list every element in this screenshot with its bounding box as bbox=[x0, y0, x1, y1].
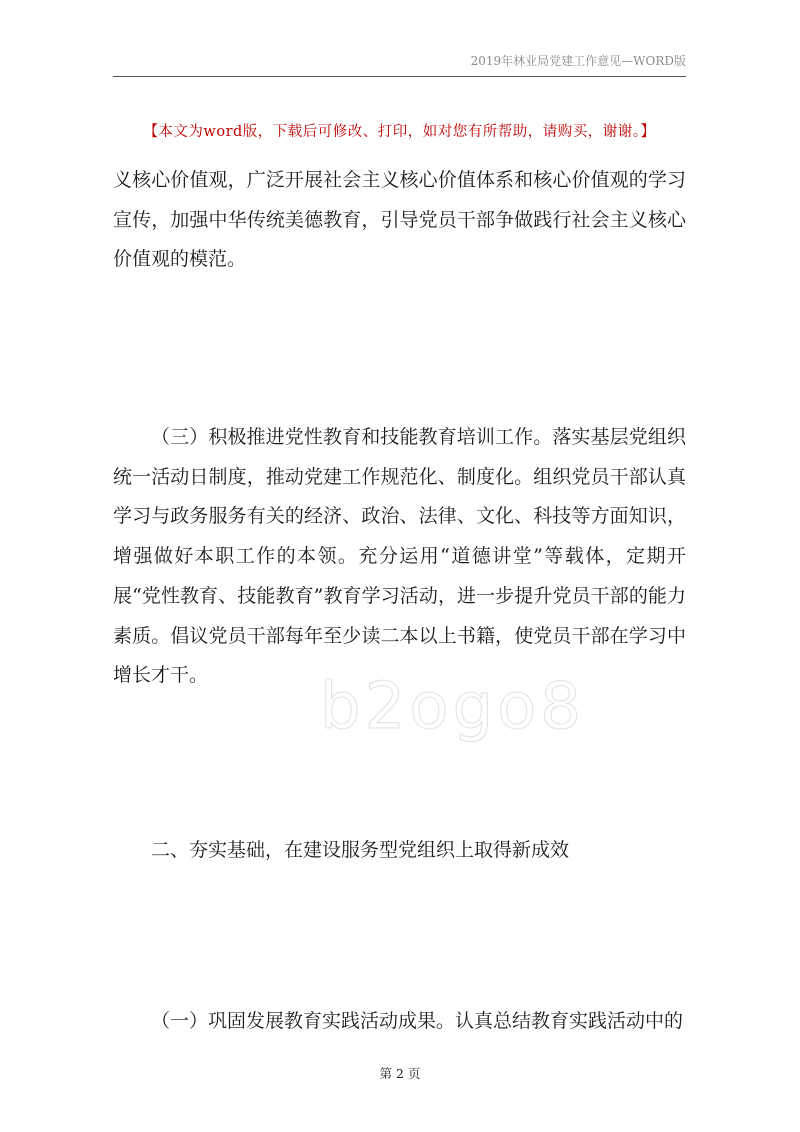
page-header-title: 2019年林业局党建工作意见—WORD版 bbox=[470, 54, 686, 68]
header-divider bbox=[113, 76, 686, 77]
body-paragraph-3: （一）巩固发展教育实践活动成果。认真总结教育实践活动中的 bbox=[151, 1010, 684, 1032]
body-paragraph-2: （三）积极推进党性教育和技能教育培训工作。落实基层党组织统一活动日制度，推动党建工作规范化、制度化。组织党员干部认真学习与政务服务有关的经济、政治、法律、文化、科技等方面知识，增强做好本职工作的本领。充分运用“道德讲堂”等载体，定期开展“党性教育、技能教育”教育学习活动，进一步提升党员干部的能力素质。倡议党员干部每年至少读二本以上书籍，使党员干部在学习中增长才干。 bbox=[113, 426, 686, 687]
section-heading: 二、夯实基础，在建设服务型党组织上取得新成效 bbox=[151, 839, 570, 861]
body-paragraph-1: 义核心价值观，广泛开展社会主义核心价值体系和核心价值观的学习宣传，加强中华传统美德教育，引导党员干部争做践行社会主义核心价值观的模范。 bbox=[113, 169, 686, 271]
purchase-notice: 【本文为word版，下载后可修改、打印，如对您有所帮助，请购买，谢谢。】 bbox=[143, 124, 656, 140]
watermark: b2ogo8 bbox=[320, 670, 585, 744]
page-number: 第 2 页 bbox=[379, 1066, 421, 1081]
